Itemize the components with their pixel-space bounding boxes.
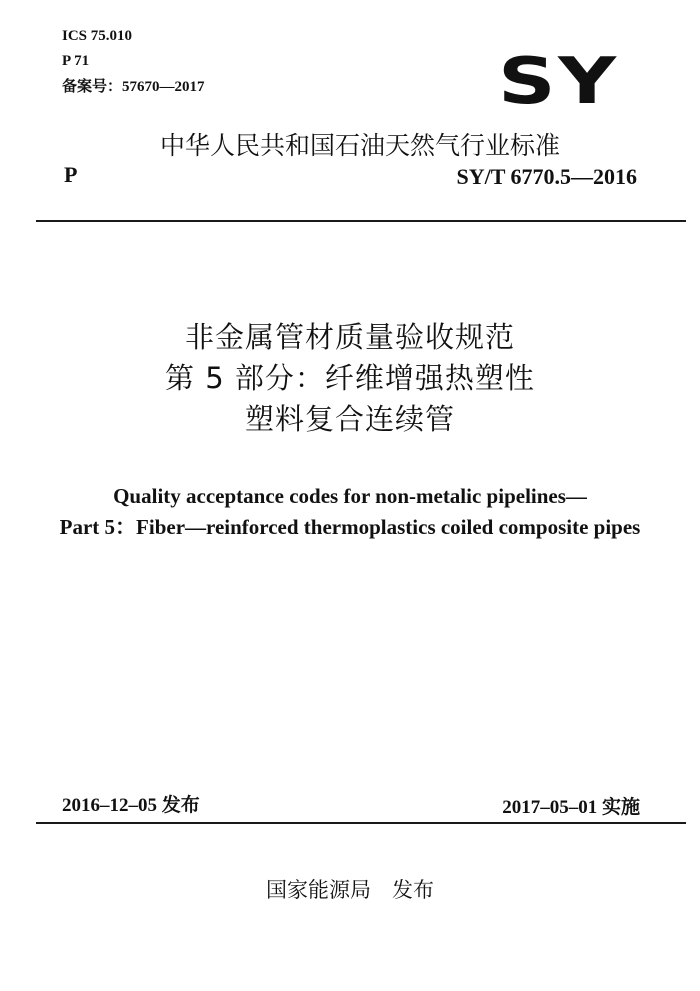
- category-code: P: [64, 162, 78, 187]
- publish-date: 2016–12–05 发布: [62, 795, 200, 816]
- effective-date: 2017–05–01 实施: [502, 797, 640, 818]
- standard-number: SY/T 6770.5—2016: [456, 164, 637, 189]
- sy-logo: SY: [498, 45, 619, 119]
- title-en-line-2: Part 5：Fiber—reinforced thermoplastics coiled composite pipes: [59, 515, 641, 539]
- title-cn-line-3: 塑料复合连续管: [244, 402, 455, 436]
- ics-code: ICS 75.010: [62, 28, 133, 44]
- industry-standard-heading: 中华人民共和国石油天然气行业标准: [160, 131, 561, 160]
- footer-divider: [36, 822, 686, 824]
- title-cn-line-1: 非金属管材质量验收规范: [184, 320, 515, 354]
- title-cn-line-2: 第 5 部分：纤维增强热塑性: [165, 361, 535, 395]
- title-en-line-1: Quality acceptance codes for non-metalic pipelines—: [113, 484, 587, 508]
- header-divider: [36, 220, 686, 222]
- issuing-authority: 国家能源局 发布: [266, 878, 434, 902]
- ccs-code: P 71: [62, 53, 90, 69]
- filing-number: 备案号：57670—2017: [62, 79, 205, 95]
